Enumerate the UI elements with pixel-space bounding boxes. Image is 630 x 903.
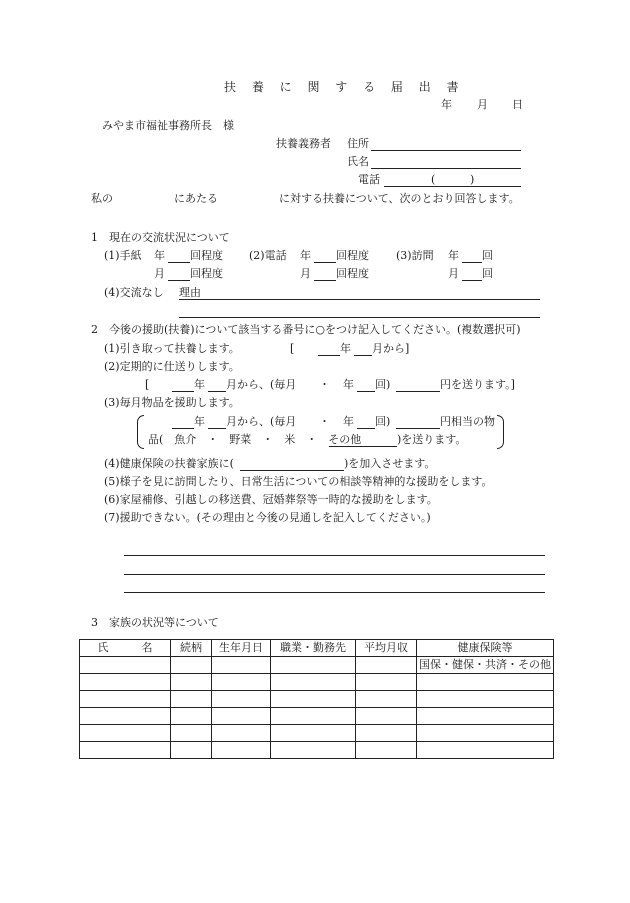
family-table-header: [80, 640, 554, 657]
reason-field-line1[interactable]: [179, 299, 540, 300]
option-2-year-b: 年: [343, 378, 354, 391]
letter-month: 月: [154, 267, 165, 280]
reason-label: 理由: [179, 286, 201, 299]
cell-income[interactable]: [356, 708, 417, 725]
cell-relation[interactable]: [171, 657, 212, 674]
cell-name[interactable]: [80, 657, 171, 674]
phone-year-times: 回程度: [336, 249, 369, 262]
phone-contact-label: (2)電話: [249, 249, 287, 262]
letter-year: 年: [154, 249, 165, 262]
cell-insurance[interactable]: [417, 691, 554, 708]
table-row: [80, 674, 554, 691]
option-3-times: 回): [375, 415, 391, 428]
cell-name[interactable]: [80, 691, 171, 708]
col-occupation: 職業・勤務先: [271, 640, 356, 657]
cell-birthdate[interactable]: [212, 742, 271, 759]
option-3-right-bracket: [497, 415, 504, 449]
option-1-month-field[interactable]: [354, 355, 372, 356]
cell-income[interactable]: [356, 691, 417, 708]
phone-month-times-field[interactable]: [314, 280, 336, 281]
phone-close-paren: ): [470, 173, 475, 186]
option-2-amount-field[interactable]: [396, 391, 440, 392]
visit-month: 月: [448, 267, 459, 280]
option-2-year: 年: [194, 378, 205, 391]
obligor-label: 扶養義務者: [276, 137, 331, 150]
col-relation: 続柄: [171, 640, 212, 657]
cell-birthdate[interactable]: [212, 657, 271, 674]
date-month-label: 月: [477, 98, 488, 111]
cell-relation[interactable]: [171, 674, 212, 691]
relation-mid: にあたる: [174, 192, 218, 205]
section2-heading: 2 今後の援助(扶養)について該当する番号に○をつけ記入してください。(複数選択可): [91, 323, 521, 336]
option-1-from: 月から]: [372, 342, 410, 355]
family-table: [79, 639, 554, 759]
date-year-label: 年: [441, 98, 452, 111]
option-2-bracket: [: [145, 378, 150, 391]
col-birthdate: 生年月日: [212, 640, 271, 657]
cell-relation[interactable]: [171, 708, 212, 725]
no-contact-label: (4)交流なし: [104, 286, 164, 299]
option-2[interactable]: (2)定期的に仕送りします。: [104, 360, 240, 373]
cell-occupation[interactable]: [271, 691, 356, 708]
name-field[interactable]: [371, 168, 521, 169]
visit-year-times-field[interactable]: [462, 262, 482, 263]
option-2-times-field[interactable]: [357, 391, 375, 392]
phone-month-times: 回程度: [336, 267, 369, 280]
reason-field-line2[interactable]: [179, 317, 540, 318]
cell-relation[interactable]: [171, 725, 212, 742]
option-3[interactable]: (3)毎月物品を援助します。: [104, 396, 240, 409]
option-7-reason-line3[interactable]: [124, 592, 545, 593]
relation-suffix: に対する扶養について、次のとおり回答します。: [279, 192, 520, 205]
cell-birthdate[interactable]: [212, 708, 271, 725]
table-row: [80, 708, 554, 725]
option-3-tail: 円相当の物: [440, 415, 495, 428]
cell-occupation[interactable]: [271, 674, 356, 691]
table-row: [80, 742, 554, 759]
option-3-goods: 品( 魚介 ・ 野菜 ・ 米 ・ その他: [148, 433, 362, 446]
option-3-times-field[interactable]: [357, 428, 375, 429]
option-6[interactable]: (6)家屋補修、引越しの移送費、冠婚葬祭等一時的な援助をします。: [104, 493, 438, 506]
option-2-dot: ・: [319, 378, 330, 391]
address-field[interactable]: [371, 150, 521, 151]
letter-year-times: 回程度: [190, 249, 223, 262]
option-3-month-from: 月から、(毎月: [226, 415, 297, 428]
option-3-year-field[interactable]: [172, 428, 194, 429]
phone-contact-year: 年: [300, 249, 311, 262]
option-3-amount-field[interactable]: [396, 428, 440, 429]
option-3-year-b: 年: [343, 415, 354, 428]
visit-month-times: 回: [482, 267, 493, 280]
col-name: 氏 名: [80, 640, 171, 657]
section1-heading: 1 現在の交流状況について: [91, 231, 230, 244]
cell-income[interactable]: [356, 674, 417, 691]
visit-month-times-field[interactable]: [462, 280, 482, 281]
option-2-tail: 円を送ります。]: [440, 378, 515, 391]
cell-name[interactable]: [80, 674, 171, 691]
option-2-year-field[interactable]: [172, 391, 194, 392]
option-3-month-field[interactable]: [208, 428, 226, 429]
option-4-tail: )を加入させます。: [344, 457, 436, 470]
letter-label: (1)手紙: [104, 249, 142, 262]
address-label: 住所: [347, 137, 369, 150]
cell-occupation[interactable]: [271, 742, 356, 759]
addressee: みやま市福祉事務所長 様: [102, 119, 234, 132]
visit-label: (3)訪問: [396, 249, 434, 262]
cell-insurance[interactable]: [417, 725, 554, 742]
option-4-field[interactable]: [240, 470, 344, 471]
letter-month-times: 回程度: [190, 267, 223, 280]
letter-month-times-field[interactable]: [168, 280, 190, 281]
name-label: 氏名: [347, 155, 369, 168]
option-3-left-bracket: [137, 415, 144, 449]
date-day-label: 日: [512, 98, 523, 111]
visit-year-times: 回: [482, 249, 493, 262]
col-insurance: 健康保険等: [417, 640, 554, 657]
cell-birthdate[interactable]: [212, 691, 271, 708]
cell-name[interactable]: [80, 742, 171, 759]
option-1[interactable]: (1)引き取って扶養します。: [104, 342, 240, 355]
option-2-month-from: 月から、(毎月: [226, 378, 297, 391]
cell-income[interactable]: [356, 742, 417, 759]
table-row: [80, 725, 554, 742]
option-2-month-field[interactable]: [208, 391, 226, 392]
option-1-year-field[interactable]: [318, 355, 340, 356]
option-3-dot: ・: [319, 415, 330, 428]
cell-insurance[interactable]: [417, 674, 554, 691]
option-5[interactable]: (5)様子を見に訪問したり、日常生活についての相談等精神的な援助をします。: [104, 475, 493, 488]
cell-occupation[interactable]: [271, 708, 356, 725]
cell-income[interactable]: [356, 725, 417, 742]
cell-income[interactable]: [356, 657, 417, 674]
option-1-year: 年: [340, 342, 351, 355]
phone-label: 電話: [358, 173, 380, 186]
section3-heading: 3 家族の状況等について: [91, 616, 219, 629]
cell-name[interactable]: [80, 725, 171, 742]
table-row: [80, 657, 554, 674]
cell-insurance-options[interactable]: 国保・健保・共済・その他: [417, 657, 554, 674]
cell-birthdate[interactable]: [212, 725, 271, 742]
option-2-times: 回): [375, 378, 391, 391]
cell-insurance[interactable]: [417, 742, 554, 759]
option-7-reason-line1[interactable]: [124, 555, 545, 556]
table-row: [80, 691, 554, 708]
form-title: 扶 養 に 関 す る 届 出 書: [224, 80, 465, 94]
cell-name[interactable]: [80, 708, 171, 725]
cell-occupation[interactable]: [271, 657, 356, 674]
col-income: 平均月収: [356, 640, 417, 657]
cell-relation[interactable]: [171, 691, 212, 708]
visit-year: 年: [448, 249, 459, 262]
cell-insurance[interactable]: [417, 708, 554, 725]
option-3-send: )を送ります。: [397, 433, 467, 446]
phone-field[interactable]: [384, 186, 521, 187]
cell-relation[interactable]: [171, 742, 212, 759]
cell-birthdate[interactable]: [212, 674, 271, 691]
relation-prefix: 私の: [91, 192, 113, 205]
option-7[interactable]: (7)援助できない。(その理由と今後の見通しを記入してください。): [104, 511, 431, 524]
phone-open-paren: (: [431, 173, 436, 186]
option-1-bracket: [: [290, 342, 295, 355]
option-4-head[interactable]: (4)健康保険の扶養家族に(: [104, 457, 234, 470]
cell-occupation[interactable]: [271, 725, 356, 742]
letter-year-times-field[interactable]: [168, 262, 190, 263]
phone-year-times-field[interactable]: [314, 262, 336, 263]
option-3-year: 年: [194, 415, 205, 428]
phone-contact-month: 月: [300, 267, 311, 280]
option-7-reason-line2[interactable]: [124, 574, 545, 575]
option-3-other-field[interactable]: [329, 446, 397, 447]
